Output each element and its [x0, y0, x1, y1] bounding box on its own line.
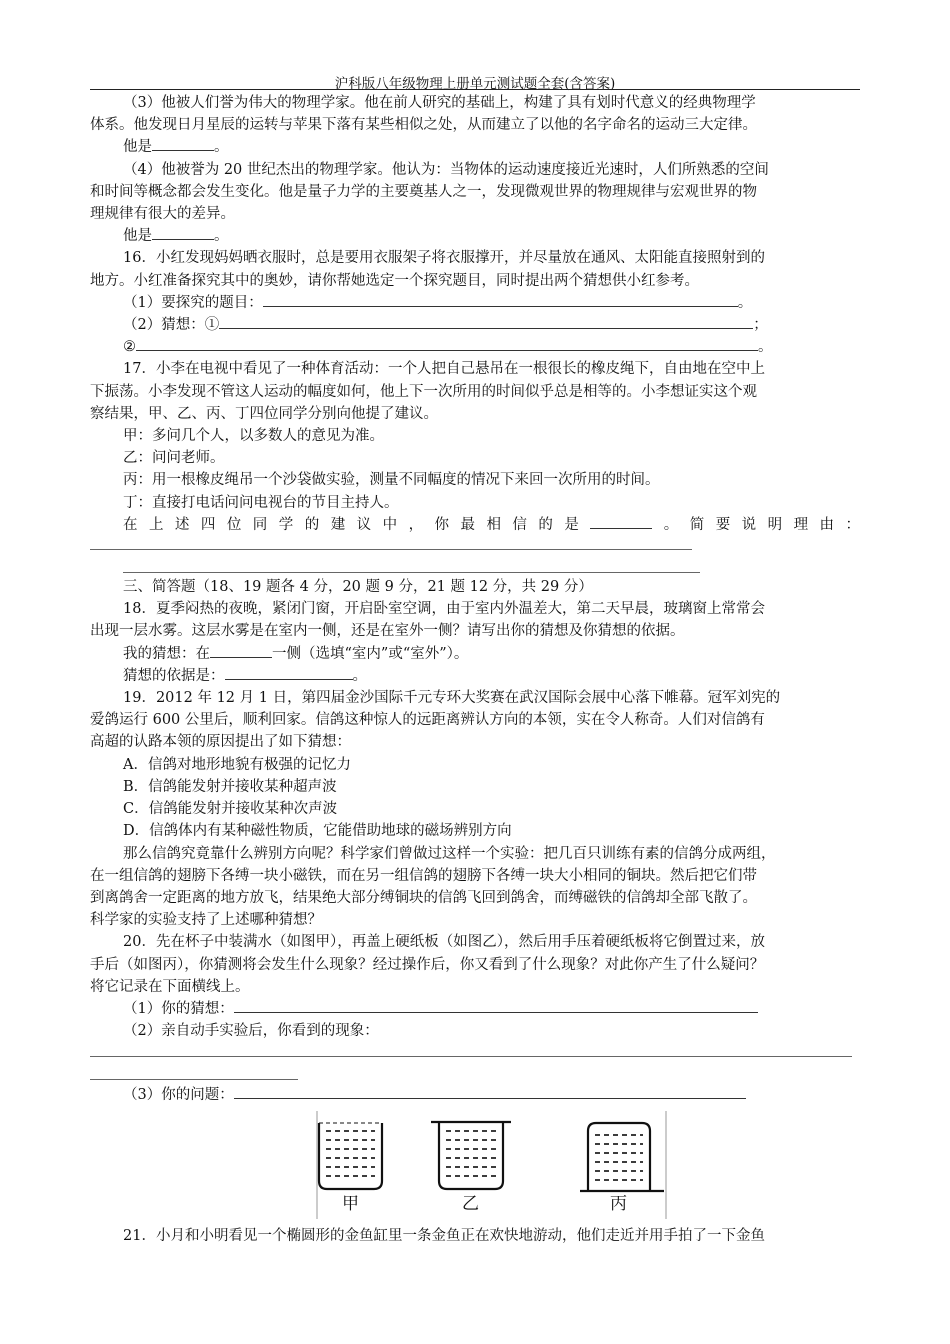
- q20-guess-blank[interactable]: [234, 998, 758, 1013]
- q15-p3-line2: 体系。他发现日月星辰的运转与苹果下落有某些相似之处，从而建立了以他的名字命名的运动三大定律。: [90, 117, 757, 134]
- q17-yi: 乙：问问老师。: [123, 450, 225, 467]
- q20-line2: 手后（如图丙），你猜测将会发生什么现象？经过操作后，你又看到了什么现象？对此你产生了什么疑问？: [90, 956, 765, 973]
- q17-reason-line-2[interactable]: [123, 572, 700, 573]
- cup-yi: [431, 1122, 511, 1189]
- q17-choice-blank[interactable]: [590, 514, 652, 529]
- q16-item2-end: ；: [753, 317, 768, 334]
- q18-basis-suffix: 。: [352, 667, 367, 684]
- q16-item3-label: ②: [123, 339, 136, 356]
- q17-line2: 下振荡。小李发现不管这人运动的幅度如何，他上下一次所用的时间似乎总是相等的。小李想证实这个观: [90, 383, 757, 400]
- q20-line3: 将它记录在下面横线上。: [90, 978, 250, 995]
- q21-line1: 21．小月和小明看见一个椭圆形的金鱼缸里一条金鱼正在欢快地游动，他们走近并用手拍了一下金鱼: [123, 1227, 765, 1244]
- q16-guess2-blank[interactable]: [136, 336, 758, 351]
- figure-label-yi: 乙: [462, 1193, 479, 1214]
- document-body: [90, 92, 860, 1247]
- q17-jia: 甲：多问几个人，以多数人的意见为准。: [123, 428, 384, 445]
- q18-line2: 出现一层水雾。这层水雾是在室内一侧，还是在室外一侧？请写出你的猜想及你猜想的依据。: [90, 623, 685, 640]
- q20-figure: [90, 1111, 860, 1219]
- q18-basis: [90, 665, 860, 687]
- q15-p4-answer-suffix: 。: [214, 228, 229, 245]
- q20-observation-line-2[interactable]: [90, 1079, 298, 1080]
- q16-line2: 地方。小红准备探究其中的奥妙，请你帮她选定一个探究题目，同时提出两个猜想供小红参考。: [90, 272, 699, 289]
- q17-bing: 丙：用一根橡皮绳吊一个沙袋做实验，测量不同幅度的情况下来回一次所用的时间。: [123, 472, 660, 489]
- q15-p3-blank[interactable]: [152, 136, 214, 151]
- q19-para-line1: 那么信鸽究竟靠什么辨别方向呢？科学家们曾做过这样一个实验：把几百只训练有素的信鸽分成两组，: [123, 845, 776, 862]
- cup-jia: [319, 1123, 382, 1189]
- q15-p4-line2: 和时间等概念都会发生变化。他是量子力学的主要奠基人之一，发现微观世界的物理规律与宏观世界的物: [90, 183, 757, 200]
- q18-guess-prefix: 我的猜想：在: [123, 645, 210, 662]
- q18-basis-blank[interactable]: [225, 665, 353, 680]
- q16-item2-label: （2）猜想：①: [123, 317, 220, 334]
- q20-item1-label: （1）你的猜想：: [123, 1000, 234, 1017]
- q15-p4-blank[interactable]: [152, 225, 214, 240]
- q16-item1-label: （1）要探究的题目：: [123, 294, 263, 311]
- q17-line1: 17．小李在电视中看见了一种体育活动：一个人把自己悬吊在一根很长的橡皮绳下，自由地在空中上: [123, 361, 765, 378]
- q15-p4-answer-prefix: 他是: [123, 228, 152, 245]
- q15-p3-line1: （3）他被人们誉为伟大的物理学家。他在前人研究的基础上，构建了具有划时代意义的经典物理学: [123, 95, 756, 111]
- q16-item1-end: 。: [737, 294, 753, 311]
- q16-item1: [90, 292, 860, 314]
- page-header: 沪科版八年级物理上册单元测试题全套(含答案): [334, 76, 616, 92]
- q19-line3: 高超的认路本领的原因提出了如下猜想：: [90, 734, 351, 751]
- q19-line2: 爱鸽运行 600 公里后，顺利回家。信鸽这种惊人的远距离辨认方向的本领，实在令人称奇。人们对信鸽有: [90, 712, 765, 729]
- q17-line3: 察结果，甲、乙、丙、丁四位同学分别向他提了建议。: [90, 405, 438, 422]
- q20-item3: [90, 1084, 860, 1106]
- q16-item2: [90, 314, 860, 336]
- q16-line1: 16．小红发现妈妈晒衣服时，总是要用衣服架子将衣服撑开，并尽量放在通风、太阳能直接照射到的: [123, 250, 765, 267]
- q20-item3-label: （3）你的问题：: [123, 1087, 234, 1104]
- q15-p3-answer-prefix: 他是: [123, 139, 152, 156]
- q19-para-line4: 科学家的实验支持了上述哪种猜想？: [90, 912, 322, 929]
- q15-p3-answer-suffix: 。: [214, 139, 229, 156]
- q15-p4-line1: （4）他被誉为 20 世纪杰出的物理学家。他认为：当物体的运动速度接近光速时，人们所熟悉的空间: [123, 161, 769, 178]
- q15-p3-answer: [90, 136, 860, 158]
- q16-item3-end: 。: [758, 339, 773, 356]
- q19-option-b: B．信鸽能发射并接收某种超声波: [123, 778, 337, 795]
- q17-ding: 丁：直接打电话问问电视台的节目主持人。: [123, 494, 399, 511]
- q18-basis-prefix: 猜想的依据是：: [123, 667, 225, 684]
- q17-ask-suffix: 。简要说明理由：: [652, 516, 861, 533]
- q18-guess-blank[interactable]: [210, 643, 272, 658]
- q18-guess-suffix: 一侧（选填“室内”或“室外”）。: [272, 645, 469, 662]
- header-rule: [90, 89, 860, 90]
- q17-reason-line-1[interactable]: [90, 549, 692, 550]
- q16-topic-blank[interactable]: [263, 292, 738, 307]
- cup-bing: [580, 1123, 664, 1191]
- q20-line1: 20．先在杯子中装满水（如图甲），再盖上硬纸板（如图乙），然后用手压着硬纸板将它倒置过来，放: [123, 934, 765, 951]
- q20-question-blank[interactable]: [234, 1084, 746, 1099]
- q16-item3: [90, 336, 860, 358]
- figure-label-bing: 丙: [610, 1193, 627, 1214]
- q17-ask-prefix: 在上述四位同学的建议中，你最相信的是: [123, 516, 591, 533]
- q18-guess: [90, 643, 860, 665]
- q15-p4-answer: [90, 225, 860, 247]
- q20-item2: （2）亲自动手实验后，你看到的现象：: [123, 1023, 379, 1040]
- figure-label-jia: 甲: [342, 1193, 359, 1214]
- q18-line1: 18．夏季闷热的夜晚，紧闭门窗，开启卧室空调，由于室内外温差大，第二天早晨，玻璃窗上常常会: [123, 601, 765, 618]
- q16-guess1-blank[interactable]: [219, 314, 753, 329]
- q19-option-c: C．信鸽能发射并接收某种次声波: [123, 801, 338, 818]
- q19-option-d: D．信鸽体内有某种磁性物质，它能借助地球的磁场辨别方向: [123, 823, 512, 840]
- q19-para-line3: 到离鸽舍一定距离的地方放飞，结果绝大部分缚铜块的信鸽飞回到鸽舍，而缚磁铁的信鸽却全部飞散了。: [90, 889, 757, 906]
- q19-para-line2: 在一组信鸽的翅膀下各缚一块小磁铁，而在另一组信鸽的翅膀下各缚一块大小相同的铜块。然后把它们带: [90, 867, 757, 884]
- q15-p4-line3: 理规律有很大的差异。: [90, 206, 235, 223]
- q17-ask: [90, 514, 860, 536]
- section3-title: 三、简答题（18、19 题各 4 分，20 题 9 分，21 题 12 分，共 29 分）: [123, 579, 593, 596]
- q20-observation-line-1[interactable]: [90, 1056, 852, 1057]
- q19-line1: 19．2012 年 12 月 1 日，第四届金沙国际千元专环大奖赛在武汉国际会展中心落下帷幕。冠军刘宪的: [123, 690, 781, 707]
- q19-option-a: A．信鸽对地形地貌有极强的记忆力: [123, 756, 351, 773]
- q20-item1: [90, 998, 860, 1020]
